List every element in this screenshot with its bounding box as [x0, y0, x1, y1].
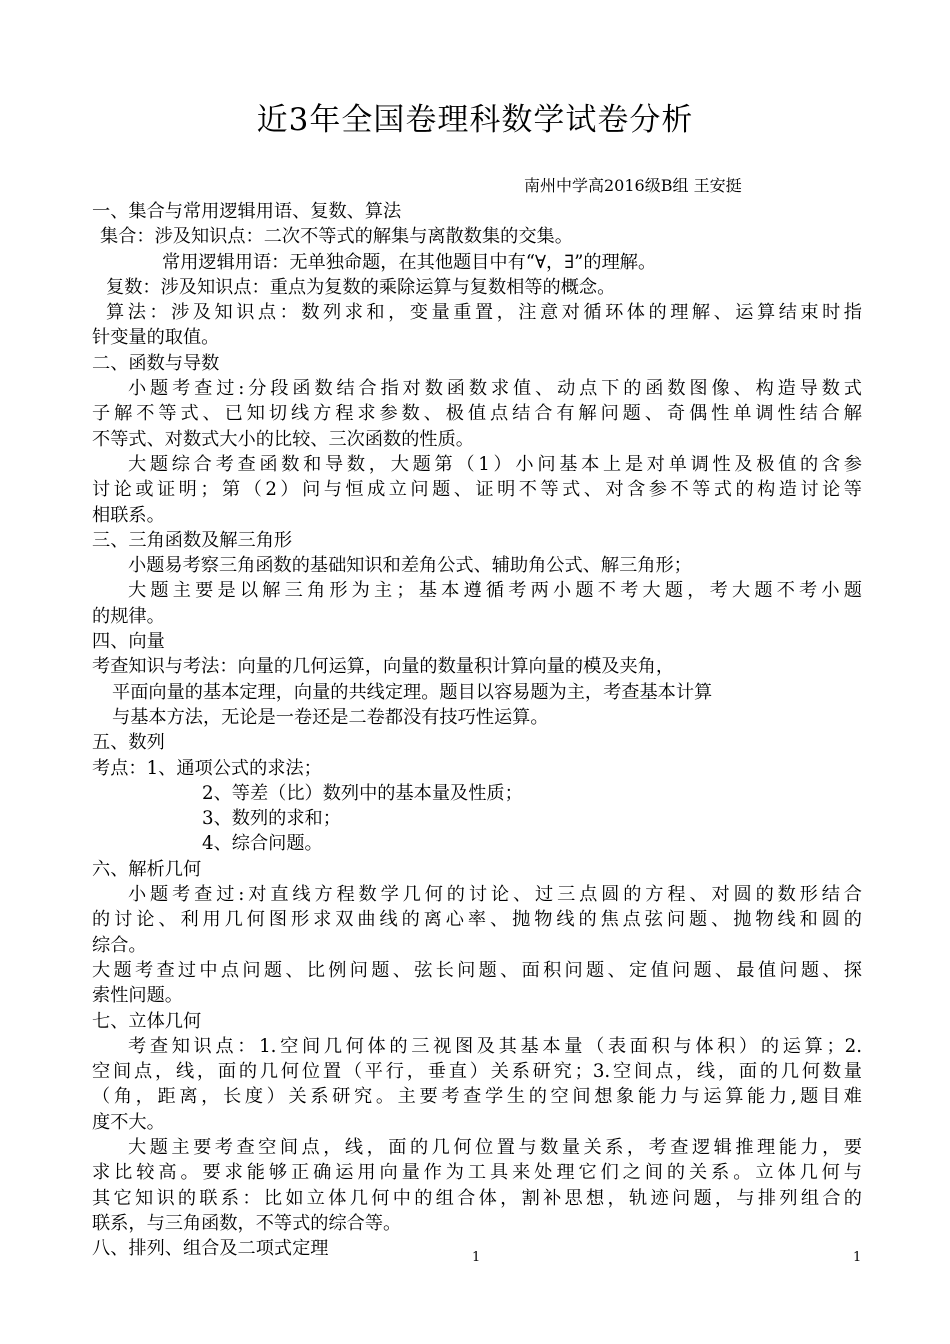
paragraph-line: 不等式、对数式大小的比较、三次函数的性质。: [92, 428, 474, 450]
section-heading-7: 七、立体几何: [92, 1010, 202, 1032]
document-body: [92, 199, 862, 1261]
paragraph-line: 讨论或证明；第（2）问与恒成立问题、证明不等式、对含参不等式的构造讨论等: [92, 479, 862, 501]
paragraph-line: 考查知识点：1.空间几何体的三视图及其基本量（表面积与体积）的运算；2.: [128, 1035, 862, 1057]
list-item: 3、数列的求和；: [202, 808, 341, 830]
paragraph-line: 小题易考察三角函数的基础知识和差角公式、辅助角公式、解三角形；: [128, 555, 692, 577]
paragraph-line: 大题主要是以解三角形为主；基本遵循考两小题不考大题，考大题不考小题: [128, 580, 862, 602]
section-heading-3: 三、三角函数及解三角形: [92, 529, 293, 551]
paragraph-line: 索性问题。: [92, 985, 183, 1007]
paragraph-line: 集合：涉及知识点：二次不等式的解集与离散数集的交集。: [100, 226, 573, 248]
paragraph-line: 小题考查过:分段函数结合指对数函数求值、动点下的函数图像、构造导数式: [128, 378, 862, 400]
paragraph-line: 度不大。: [92, 1111, 165, 1133]
paragraph-line: 算法：涉及知识点：数列求和，变量重置，注意对循环体的理解、运算结束时指: [106, 302, 862, 324]
section-heading-4: 四、向量: [92, 631, 165, 653]
paragraph-line: 其它知识的联系：比如立体几何中的组合体，割补思想，轨迹问题，与排列组合的: [92, 1187, 862, 1209]
author-line: 南州中学高2016级B组 王安挺: [524, 176, 742, 195]
section-heading-8: 八、排列、组合及二项式定理: [92, 1238, 329, 1260]
paragraph-line: 大题综合考查函数和导数，大题第（1）小问基本上是对单调性及极值的含参: [128, 453, 862, 475]
paragraph-line: 常用逻辑用语：无单独命题，在其他题目中有“∀，∃”的理解。: [162, 251, 657, 273]
list-item: 2、等差（比）数列中的基本量及性质；: [202, 782, 523, 804]
paragraph-line: 联系，与三角函数，不等式的综合等。: [92, 1212, 402, 1234]
section-heading-1: 一、集合与常用逻辑用语、复数、算法: [92, 201, 402, 222]
paragraph-line: 空间点，线，面的几何位置（平行，垂直）关系研究；3.空间点，线，面的几何数量: [92, 1061, 862, 1083]
document-title: 近3年全国卷理科数学试卷分析: [256, 102, 694, 138]
paragraph-line: 的讨论、利用几何图形求双曲线的离心率、抛物线的焦点弦问题、抛物线和圆的: [92, 909, 862, 931]
paragraph-line: 大题主要考查空间点，线，面的几何位置与数量关系，考查逻辑推理能力，要: [128, 1136, 862, 1158]
list-item: 考点：1、通项公式的求法；: [92, 757, 322, 779]
paragraph-line: （角，距离，长度）关系研究。主要考查学生的空间想象能力与运算能力,题目难: [92, 1086, 862, 1108]
page-number-right: 1: [853, 1250, 862, 1265]
paragraph-line: 子解不等式、已知切线方程求参数、极值点结合有解问题、奇偶性单调性结合解: [92, 403, 862, 425]
paragraph-line: 求比较高。要求能够正确运用向量作为工具来处理它们之间的关系。立体几何与: [92, 1162, 862, 1184]
paragraph-line: 平面向量的基本定理，向量的共线定理。题目以容易题为主，考查基本计算: [112, 681, 713, 703]
section-heading-5: 五、数列: [92, 732, 165, 754]
paragraph-line: 针变量的取值。: [92, 327, 220, 349]
section-heading-2: 二、函数与导数: [92, 352, 220, 374]
paragraph-line: 的规律。: [92, 605, 165, 627]
paragraph-line: 相联系。: [92, 504, 165, 526]
paragraph-line: 考查知识与考法：向量的几何运算，向量的数量积计算向量的模及夹角，: [92, 656, 675, 678]
section-heading-6: 六、解析几何: [92, 858, 202, 880]
page-number-center: 1: [472, 1250, 481, 1265]
paragraph-line: 小题考查过:对直线方程数学几何的讨论、过三点圆的方程、对圆的数形结合: [128, 884, 862, 906]
list-item: 4、综合问题。: [202, 833, 323, 855]
paragraph-line: 复数：涉及知识点：重点为复数的乘除运算与复数相等的概念。: [106, 276, 616, 298]
paragraph-line: 大题考查过中点问题、比例问题、弦长问题、面积问题、定值问题、最值问题、探: [92, 959, 862, 981]
paragraph-line: 与基本方法，无论是一卷还是二卷都没有技巧性运算。: [112, 706, 549, 728]
paragraph-line: 综合。: [92, 934, 147, 956]
